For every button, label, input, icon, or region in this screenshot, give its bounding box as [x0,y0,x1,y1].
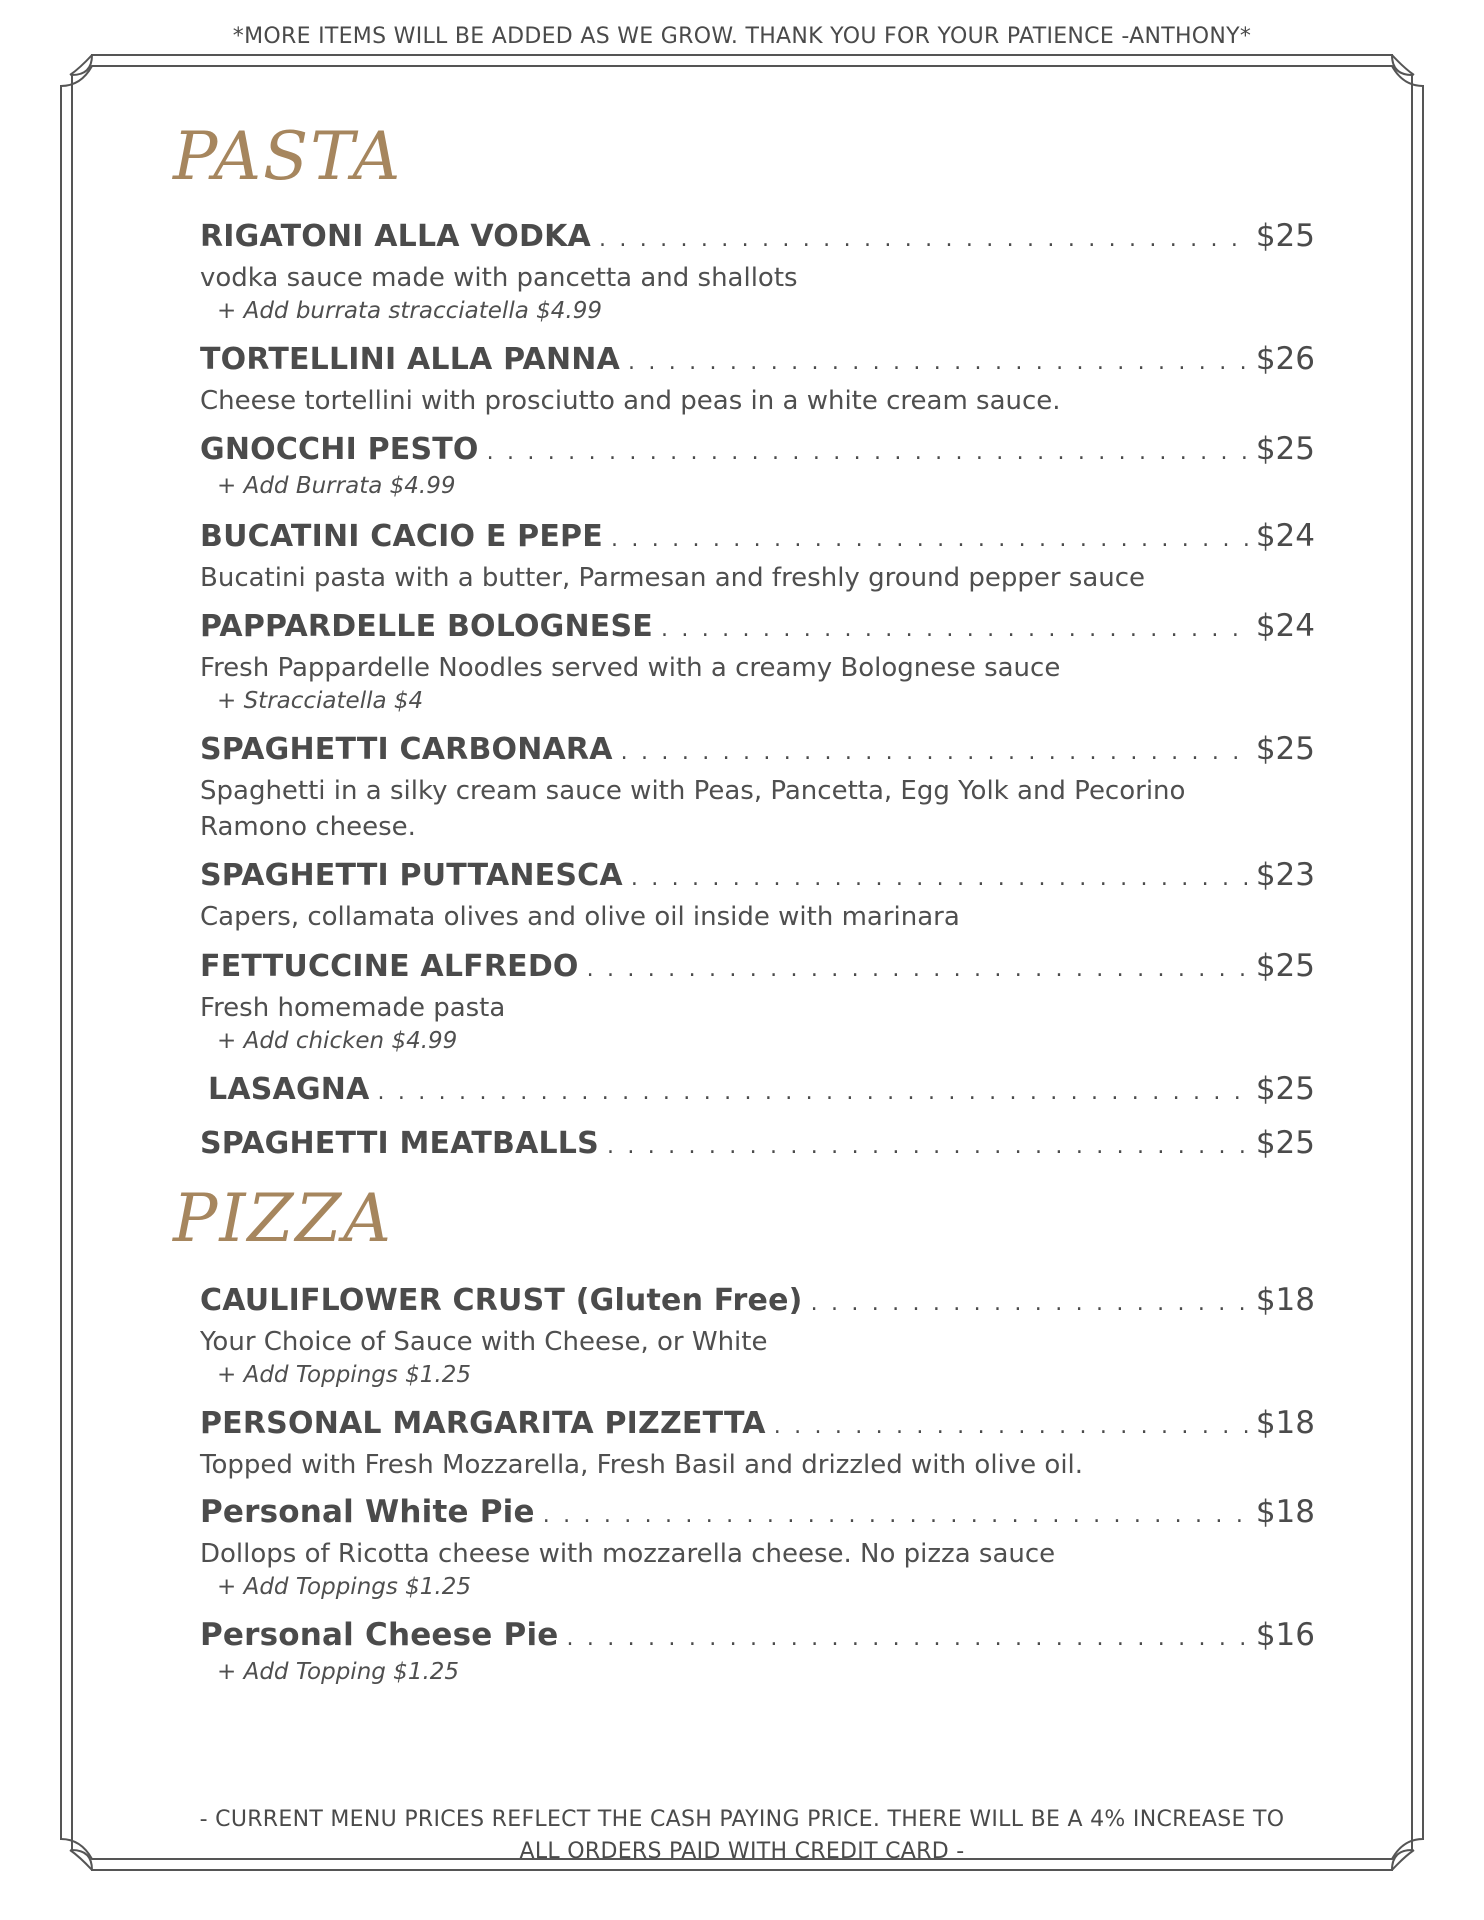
item-name: GNOCCHI PESTO [200,432,479,467]
footer-note: - CURRENT MENU PRICES REFLECT THE CASH PAYING PRICE. THERE WILL BE A 4% INCREASE TO ALL ORDERS PAID WITH CREDIT CARD - [199,1807,1285,1864]
item-price: $25 [1255,431,1315,467]
menu-item-rigatoni-alla-vodka [200,218,1315,324]
menu-item-pappardelle-bolognese [200,608,1315,714]
item-description: Your Choice of Sauce with Cheese, or White [200,1327,768,1357]
item-price: $23 [1255,857,1315,893]
item-price: $25 [1255,948,1315,984]
menu-item-lasagna [200,1071,1315,1107]
dot-leader [774,1414,1248,1439]
item-description: Fresh Pappardelle Noodles served with a creamy Bolognese sauce [200,653,1061,683]
item-price: $24 [1255,608,1315,644]
menu-item-gnocchi-pesto [200,431,1315,499]
menu-item-personal-cheese-pie [200,1617,1315,1685]
menu-item-tortellini-alla-panna [200,341,1315,419]
item-name: Personal White Pie [200,1494,535,1530]
item-name: BUCATINI CACIO E PEPE [200,519,603,554]
dot-leader [567,1626,1248,1651]
dot-leader [621,740,1248,765]
item-description: Capers, collamata olives and olive oil inside with marinara [200,902,960,932]
item-price: $18 [1255,1494,1315,1530]
menu-item-fettuccine-alfredo [200,948,1315,1054]
item-name: TORTELLINI ALLA PANNA [200,342,620,377]
item-addon: + Add chicken $4.99 [217,1028,458,1054]
dot-leader [543,1503,1248,1528]
header-note: *MORE ITEMS WILL BE ADDED AS WE GROW. THANK YOU FOR YOUR PATIENCE -ANTHONY* [232,24,1252,49]
menu-item-spaghetti-meatballs [200,1125,1315,1161]
menu-item-spaghetti-carbonara [200,731,1315,845]
dot-leader [607,1134,1248,1159]
item-price: $25 [1255,1071,1315,1107]
item-description: Topped with Fresh Mozzarella, Fresh Basil and drizzled with olive oil. [200,1450,1084,1480]
item-name: CAULIFLOWER CRUST (Gluten Free) [200,1283,803,1318]
item-name: Personal Cheese Pie [200,1617,559,1653]
item-description: Cheese tortellini with prosciutto and peas in a white cream sauce. [200,386,1061,416]
dot-leader [811,1291,1248,1316]
item-description: Dollops of Ricotta cheese with mozzarella cheese. No pizza sauce [200,1539,1056,1569]
item-name: PAPPARDELLE BOLOGNESE [200,609,653,644]
item-addon: + Add Toppings $1.25 [217,1574,472,1600]
menu-item-personal-margarita-pizzetta [200,1405,1315,1483]
item-addon: + Add Toppings $1.25 [217,1362,472,1388]
item-name: FETTUCCINE ALFREDO [200,949,579,984]
item-addon: + Add Burrata $4.99 [217,473,456,499]
dot-leader [487,440,1248,465]
item-name: SPAGHETTI CARBONARA [200,732,613,767]
dot-leader [599,227,1248,252]
item-name: SPAGHETTI PUTTANESCA [200,858,623,893]
item-addon: + Stracciatella $4 [217,688,424,714]
item-price: $25 [1255,731,1315,767]
item-price: $18 [1255,1405,1315,1441]
item-name: SPAGHETTI MEATBALLS [200,1126,599,1161]
pizza-section-title: PIZZA [173,1180,393,1257]
item-description: Spaghetti in a silky cream sauce with Peas, Pancetta, Egg Yolk and Pecorino Ramono cheese. [200,776,1186,842]
item-name: LASAGNA [208,1072,370,1107]
item-description: Bucatini pasta with a butter, Parmesan and freshly ground pepper sauce [200,563,1146,593]
item-addon: + Add burrata stracciatella $4.99 [217,298,602,324]
item-description: vodka sauce made with pancetta and shallots [200,263,798,293]
menu-item-spaghetti-puttanesca [200,857,1315,935]
item-price: $26 [1255,341,1315,377]
menu-item-cauliflower-crust [200,1282,1315,1388]
dot-leader [378,1080,1248,1105]
menu-item-personal-white-pie [200,1494,1315,1600]
dot-leader [611,527,1248,552]
item-price: $24 [1255,518,1315,554]
item-price: $16 [1255,1617,1315,1653]
item-description: Fresh homemade pasta [200,993,506,1023]
item-name: RIGATONI ALLA VODKA [200,219,591,254]
dot-leader [628,350,1248,375]
item-price: $25 [1255,218,1315,254]
item-price: $25 [1255,1125,1315,1161]
menu-item-bucatini-cacio-e-pepe [200,518,1315,596]
dot-leader [631,866,1248,891]
item-price: $18 [1255,1282,1315,1318]
dot-leader [587,957,1248,982]
dot-leader [661,617,1248,642]
item-addon: + Add Topping $1.25 [217,1659,460,1685]
pasta-section-title: PASTA [173,118,403,195]
item-name: PERSONAL MARGARITA PIZZETTA [200,1406,766,1441]
